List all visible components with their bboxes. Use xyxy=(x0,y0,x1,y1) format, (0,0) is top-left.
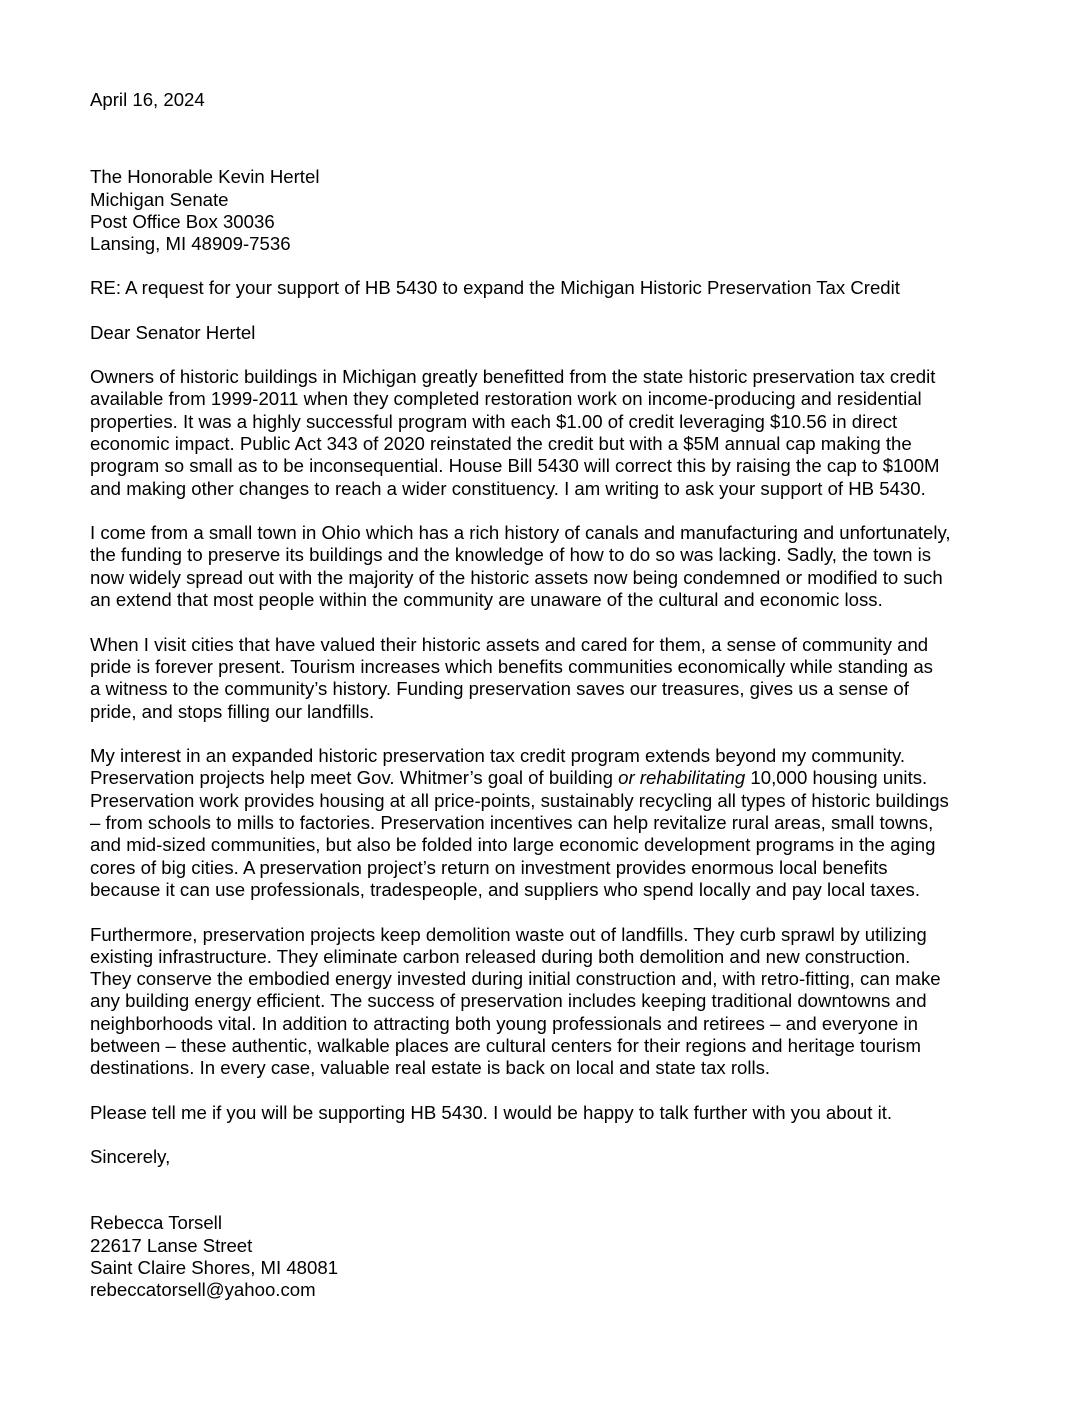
recipient-po-box: Post Office Box 30036 xyxy=(90,210,275,232)
paragraph-line: any building energy efficient. The success of preservation includes keeping traditional downtowns and xyxy=(90,990,927,1012)
paragraph-line-with-emphasis xyxy=(90,767,1010,789)
paragraph-line: and mid-sized communities, but also be folded into large economic development programs in the aging xyxy=(90,834,936,856)
paragraph-line: cores of big cities. A preservation project’s return on investment provides enormous local benefits xyxy=(90,856,888,878)
paragraph-line: because it can use professionals, tradespeople, and suppliers who spend locally and pay local taxes. xyxy=(90,878,921,900)
paragraph-line: available from 1999-2011 when they completed restoration work on income-producing and residential xyxy=(90,388,922,410)
paragraph-line: pride, and stops filling our landfills. xyxy=(90,700,375,722)
paragraph-line: existing infrastructure. They eliminate carbon released during both demolition and new construction. xyxy=(90,945,911,967)
signer-name: Rebecca Torsell xyxy=(90,1212,222,1234)
recipient-org: Michigan Senate xyxy=(90,188,229,210)
paragraph-line: – from schools to mills to factories. Preservation incentives can help revitalize rural areas, small towns, xyxy=(90,812,934,834)
paragraph-line: the funding to preserve its buildings and the knowledge of how to do so was lacking. Sadly, the town is xyxy=(90,544,932,566)
paragraph-line: Furthermore, preservation projects keep demolition waste out of landfills. They curb sprawl by utilizing xyxy=(90,923,927,945)
paragraph-4 xyxy=(90,745,1010,901)
recipient-city: Lansing, MI 48909-7536 xyxy=(90,233,291,255)
paragraph-line: and making other changes to reach a wider constituency. I am writing to ask your support of HB 5430. xyxy=(90,477,926,499)
subject-line: RE: A request for your support of HB 5430 to expand the Michigan Historic Preservation Tax Credit xyxy=(90,277,900,299)
paragraph-line: now widely spread out with the majority of the historic assets now being condemned or modified to such xyxy=(90,566,943,588)
paragraph-2 xyxy=(90,522,1010,611)
paragraph-1 xyxy=(90,366,1010,500)
salutation: Dear Senator Hertel xyxy=(90,321,256,343)
emphasis-text: or rehabilitating xyxy=(618,767,746,789)
paragraph-line: economic impact. Public Act 343 of 2020 reinstated the credit but with a $5M annual cap making the xyxy=(90,432,912,454)
text-segment: 10,000 housing units. xyxy=(745,767,928,789)
paragraph-line: Preservation work provides housing at all price-points, sustainably recycling all types of historic buildings xyxy=(90,789,949,811)
letter-date: April 16, 2024 xyxy=(90,89,205,110)
recipient-address xyxy=(90,166,1010,255)
paragraph-line: destinations. In every case, valuable real estate is back on local and state tax rolls. xyxy=(90,1057,771,1079)
paragraph-line: a witness to the community’s history. Funding preservation saves our treasures, gives us a sense of xyxy=(90,678,909,700)
paragraph-line: I come from a small town in Ohio which has a rich history of canals and manufacturing and unfortunately, xyxy=(90,522,951,544)
paragraph-line: Owners of historic buildings in Michigan greatly benefitted from the state historic preservation tax credit xyxy=(90,366,936,388)
paragraph-3 xyxy=(90,634,1010,723)
paragraph-line: program so small as to be inconsequential. House Bill 5430 will correct this by raising the cap to $100M xyxy=(90,455,940,477)
paragraph-line: My interest in an expanded historic preservation tax credit program extends beyond my community. xyxy=(90,745,906,767)
paragraph-line: an extend that most people within the community are unaware of the cultural and economic loss. xyxy=(90,589,883,611)
letter-page xyxy=(90,89,1010,1302)
paragraph-line: Please tell me if you will be supporting HB 5430. I would be happy to talk further with you about it. xyxy=(90,1101,893,1123)
text-segment: Preservation projects help meet Gov. Whitmer’s goal of building xyxy=(90,767,619,789)
paragraph-line: neighborhoods vital. In addition to attracting both young professionals and retirees – and everyone in xyxy=(90,1012,918,1034)
signer-city: Saint Claire Shores, MI 48081 xyxy=(90,1257,339,1279)
paragraph-line: They conserve the embodied energy invested during initial construction and, with retro-fitting, can make xyxy=(90,968,941,990)
paragraph-5 xyxy=(90,924,1010,1080)
recipient-name: The Honorable Kevin Hertel xyxy=(90,166,320,188)
paragraph-line: pride is forever present. Tourism increases which benefits communities economically while standing as xyxy=(90,655,933,677)
signer-email: rebeccatorsell@yahoo.com xyxy=(90,1279,316,1301)
closing: Sincerely, xyxy=(90,1146,171,1168)
paragraph-line: When I visit cities that have valued their historic assets and cared for them, a sense of community and xyxy=(90,633,929,655)
paragraph-line: properties. It was a highly successful program with each $1.00 of credit leveraging $10.56 in direct xyxy=(90,410,898,432)
paragraph-6 xyxy=(90,1102,1010,1124)
signer-street: 22617 Lanse Street xyxy=(90,1234,253,1256)
signature-block xyxy=(90,1212,1010,1301)
paragraph-line: between – these authentic, walkable places are cultural centers for their regions and heritage tourism xyxy=(90,1034,921,1056)
